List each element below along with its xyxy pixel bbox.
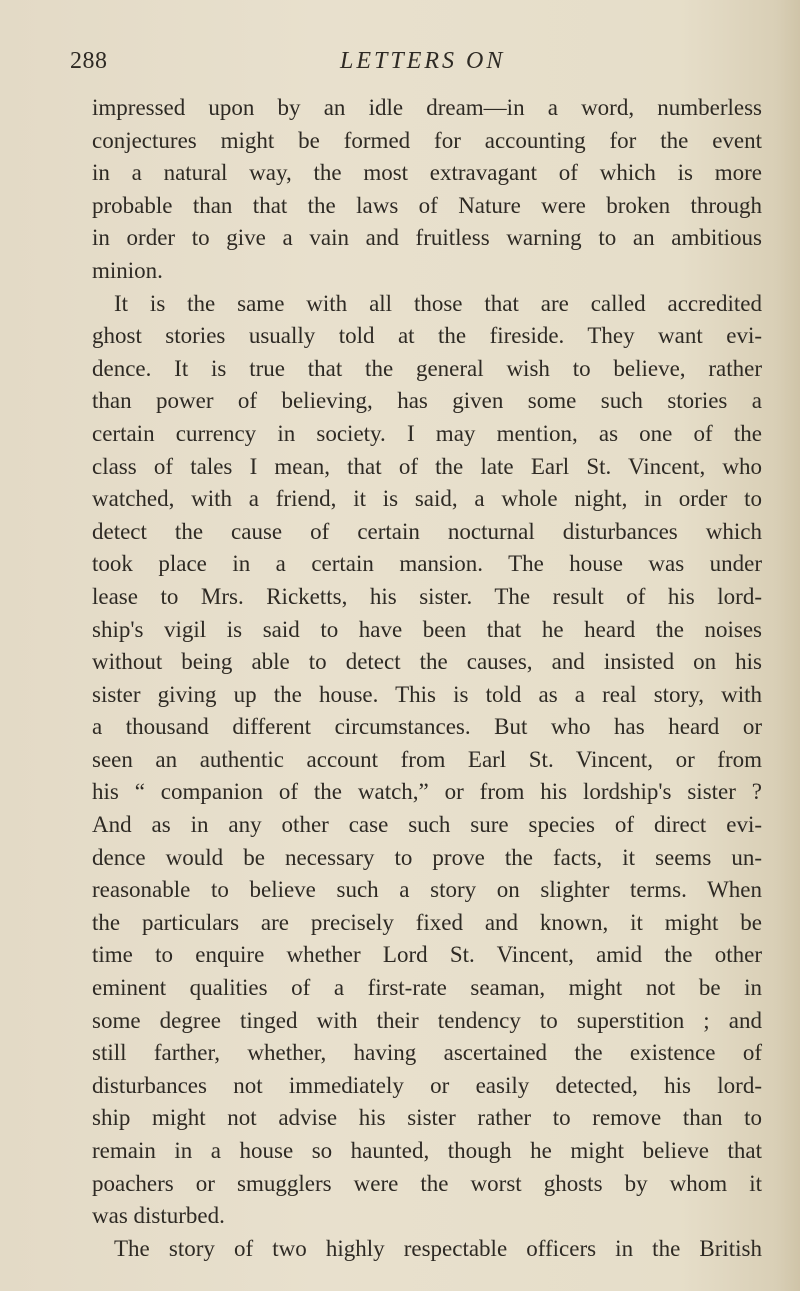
running-head: LETTERS ON [340,48,506,74]
text-line: eminent qualities of a first-rate seaman, might not be in [92,975,762,1001]
body-text [92,92,762,1265]
text-line: poachers or smugglers were the worst ghosts by whom it [92,1170,762,1196]
text-line: time to enquire whether Lord St. Vincent, amid the other [92,942,762,968]
text-line: certain currency in society. I may mention, as one of the [92,420,762,446]
text-line: ghost stories usually told at the fireside. They want evi- [92,323,762,349]
text-line: watched, with a friend, it is said, a whole night, in order to [92,486,762,512]
text-line: dence would be necessary to prove the facts, it seems un- [92,844,762,870]
text-line: sister giving up the house. This is told as a real story, with [92,681,762,707]
text-line: ship might not advise his sister rather to remove than to [92,1105,762,1131]
text-line: impressed upon by an idle dream—in a word, numberless [92,95,762,120]
text-line: conjectures might be formed for accounting for the event [92,127,762,153]
text-line: detect the cause of certain nocturnal disturbances which [92,518,762,544]
text-line: dence. It is true that the general wish to believe, rather [92,355,762,381]
text-line: The story of two highly respectable officers in the British [114,1235,762,1261]
text-line: reasonable to believe such a story on slighter terms. When [92,877,762,903]
text-line: a thousand different circumstances. But who has heard or [92,714,762,740]
text-line: remain in a house so haunted, though he might believe that [92,1138,762,1163]
text-line: in a natural way, the most extravagant of which is more [92,160,762,186]
text-line: still farther, whether, having ascertained the existence of [92,1040,762,1066]
text-line: the particulars are precisely fixed and known, it might be [92,909,762,935]
text-line: minion. [92,257,163,283]
text-line: seen an authentic account from Earl St. Vincent, or from [92,746,762,772]
text-line: in order to give a vain and fruitless warning to an ambitious [92,225,762,251]
text-line: than power of believing, has given some such stories a [92,388,762,414]
text-line: probable than that the laws of Nature were broken through [92,192,762,218]
text-line: his “ companion of the watch,” or from his lordship's sister ? [92,779,762,805]
text-line: some degree tinged with their tendency to superstition ; and [92,1007,762,1033]
text-line: It is the same with all those that are called accredited [114,290,762,316]
text-line: And as in any other case such sure species of direct evi- [92,812,762,838]
text-line: disturbances not immediately or easily detected, his lord- [92,1072,762,1098]
text-line: was disturbed. [92,1203,225,1229]
text-line: without being able to detect the causes, and insisted on his [92,649,762,675]
text-line: took place in a certain mansion. The house was under [92,551,762,577]
page-header [70,48,760,88]
text-line: class of tales I mean, that of the late Earl St. Vincent, who [92,453,762,479]
text-line: lease to Mrs. Ricketts, his sister. The result of his lord- [92,583,762,609]
page-number: 288 [70,48,108,74]
text-line: ship's vigil is said to have been that he heard the noises [92,616,762,642]
